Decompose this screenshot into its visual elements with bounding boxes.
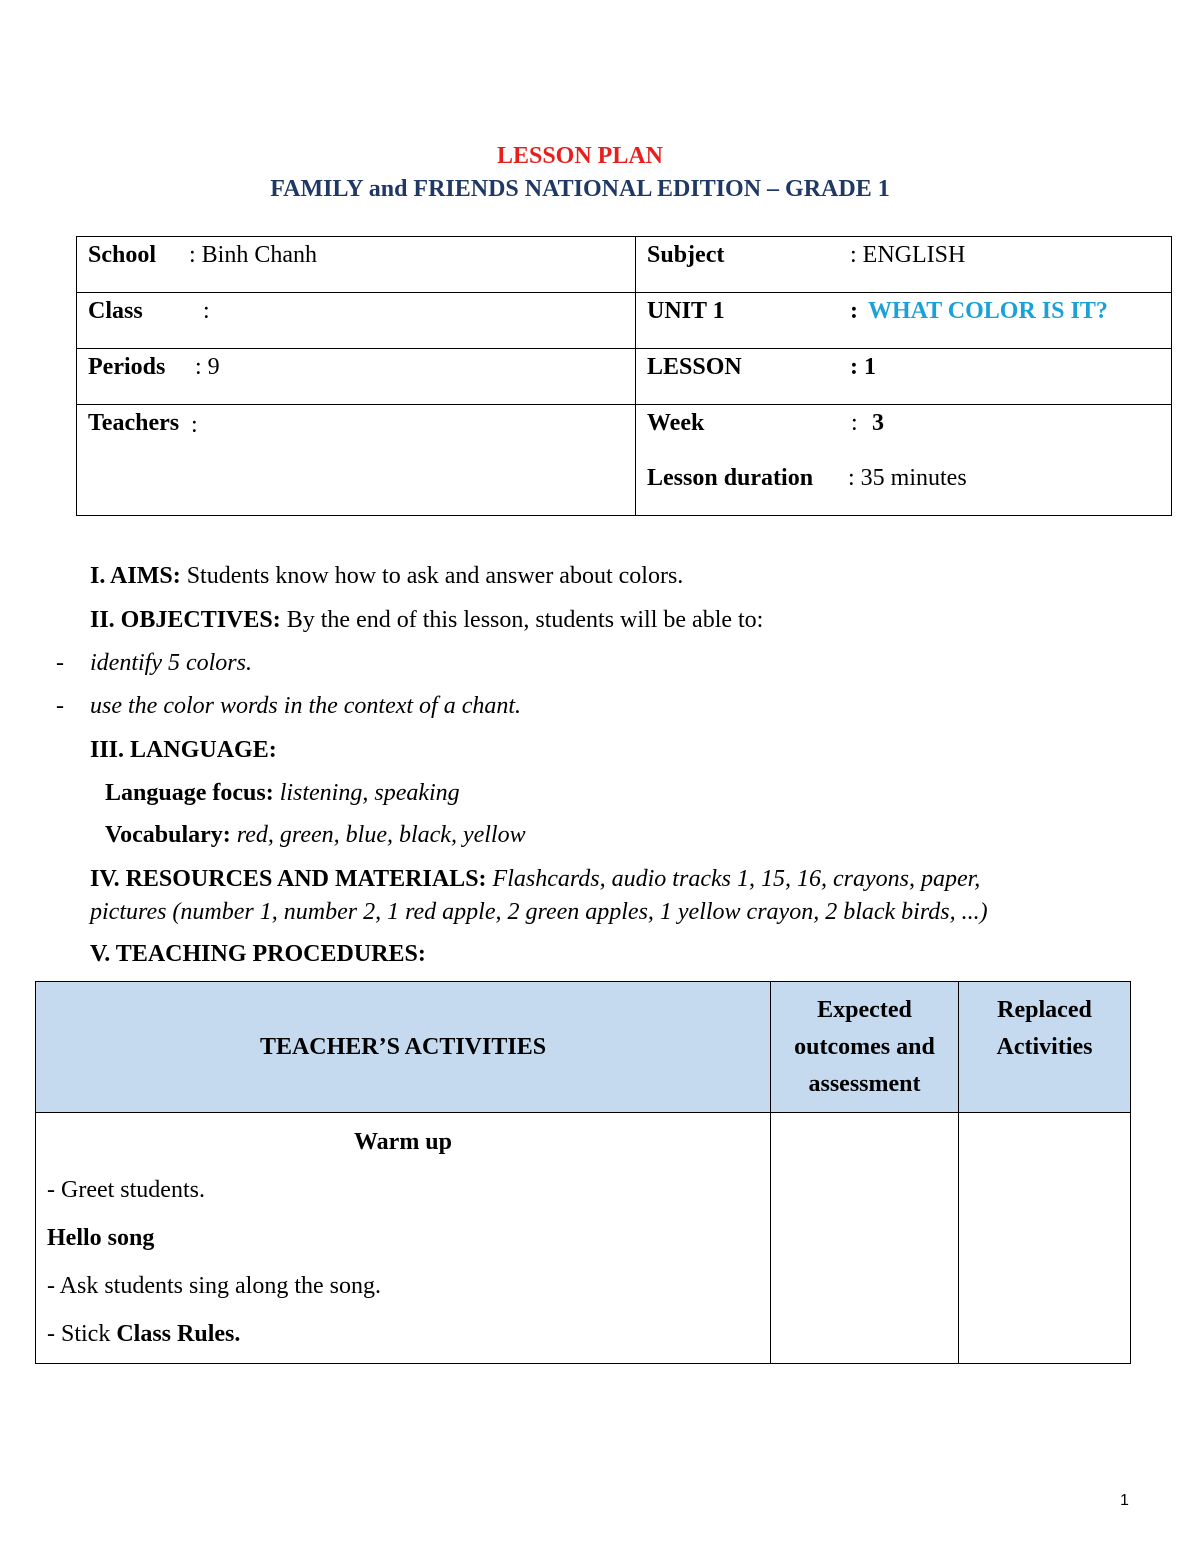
objective-text: use the color words in the context of a chant. xyxy=(90,693,522,719)
activity-prefix: - Stick xyxy=(47,1321,117,1347)
activity-line: - Greet students. xyxy=(47,1177,205,1203)
week-colon: : xyxy=(851,410,858,436)
activity-line xyxy=(47,1321,240,1348)
vocabulary-value: red, green, blue, black, yellow xyxy=(236,822,526,848)
unit-value: WHAT COLOR IS IT? xyxy=(868,298,1108,324)
document-title: LESSON PLAN xyxy=(496,143,664,169)
procedures-heading: V. TEACHING PROCEDURES: xyxy=(90,941,426,967)
language-heading: III. LANGUAGE: xyxy=(90,737,277,763)
lesson-cell xyxy=(636,349,1172,405)
periods-cell xyxy=(77,349,636,405)
objectives-text: By the end of this lesson, students will be able to: xyxy=(286,607,764,633)
language-focus-value: listening, speaking xyxy=(279,780,460,806)
periods-value: : 9 xyxy=(195,354,220,380)
teacher-activities-cell xyxy=(36,1113,771,1364)
resources-line-2 xyxy=(90,899,988,926)
periods-label: Periods xyxy=(88,354,166,380)
week-label: Week xyxy=(647,410,705,436)
expected-outcomes-header xyxy=(771,982,959,1113)
procedures-table xyxy=(35,981,1131,1364)
class-rules-text: Class Rules. xyxy=(116,1321,241,1347)
lesson-value: : 1 xyxy=(850,354,876,380)
teachers-value: : xyxy=(191,412,198,438)
school-cell xyxy=(77,237,636,293)
teachers-label: Teachers xyxy=(88,410,180,436)
subject-label: Subject xyxy=(647,242,725,268)
school-label: School xyxy=(88,242,157,268)
activity-line: - Ask students sing along the song. xyxy=(47,1273,381,1299)
subject-value: : ENGLISH xyxy=(850,242,966,268)
replaced-line-2: Activities xyxy=(996,1034,1093,1060)
aims-label: I. AIMS: xyxy=(90,563,181,589)
expected-line-2: outcomes and xyxy=(794,1033,935,1060)
aims-text: Students know how to ask and answer about colors. xyxy=(186,563,684,589)
objective-text: identify 5 colors. xyxy=(90,650,252,676)
class-cell xyxy=(77,293,636,349)
hello-song-heading: Hello song xyxy=(47,1225,155,1251)
subject-cell xyxy=(636,237,1172,293)
page-number: 1 xyxy=(1120,1492,1129,1509)
document-subtitle: FAMILY and FRIENDS NATIONAL EDITION – GRADE 1 xyxy=(270,176,890,202)
resources-label: IV. RESOURCES AND MATERIALS: xyxy=(90,866,487,892)
expected-line-1: Expected xyxy=(817,996,912,1023)
week-value: 3 xyxy=(872,410,884,436)
resources-text-2: pictures (number 1, number 2, 1 red apple, 2 green apples, 1 yellow crayon, 2 black birds, ...) xyxy=(90,899,988,925)
unit-cell xyxy=(636,293,1172,349)
teacher-activities-label: TEACHER’S ACTIVITIES xyxy=(259,1033,547,1060)
class-label: Class xyxy=(88,298,143,324)
unit-colon: : xyxy=(850,298,858,324)
resources-line xyxy=(90,866,980,893)
duration-value: : 35 minutes xyxy=(848,465,967,491)
week-cell xyxy=(636,405,1172,516)
vocabulary-line xyxy=(105,822,526,849)
unit-label: UNIT 1 xyxy=(647,298,725,324)
teachers-cell xyxy=(77,405,636,516)
objectives-label: II. OBJECTIVES: xyxy=(90,607,281,633)
language-focus-label: Language focus: xyxy=(105,780,274,806)
class-value: : xyxy=(203,298,210,324)
replaced-line-1: Replaced xyxy=(997,997,1092,1023)
bullet-dash: - xyxy=(56,650,64,676)
aims-line xyxy=(90,563,683,590)
info-table xyxy=(76,236,1172,516)
objectives-line xyxy=(90,607,763,634)
expected-outcomes-cell xyxy=(771,1113,959,1364)
vocabulary-label: Vocabulary: xyxy=(105,822,231,848)
lesson-label: LESSON xyxy=(647,354,742,380)
teacher-activities-header xyxy=(36,982,771,1113)
duration-label: Lesson duration xyxy=(647,465,814,491)
warmup-heading: Warm up xyxy=(353,1129,452,1155)
objective-item xyxy=(90,693,521,720)
language-focus-line xyxy=(105,780,460,807)
resources-text: Flashcards, audio tracks 1, 15, 16, crayons, paper, xyxy=(492,866,981,892)
replaced-activities-cell xyxy=(959,1113,1131,1364)
objective-item xyxy=(90,650,252,677)
bullet-dash: - xyxy=(56,693,64,719)
replaced-activities-header xyxy=(959,982,1131,1113)
school-value: : Binh Chanh xyxy=(189,242,318,268)
expected-line-3: assessment xyxy=(808,1070,921,1097)
